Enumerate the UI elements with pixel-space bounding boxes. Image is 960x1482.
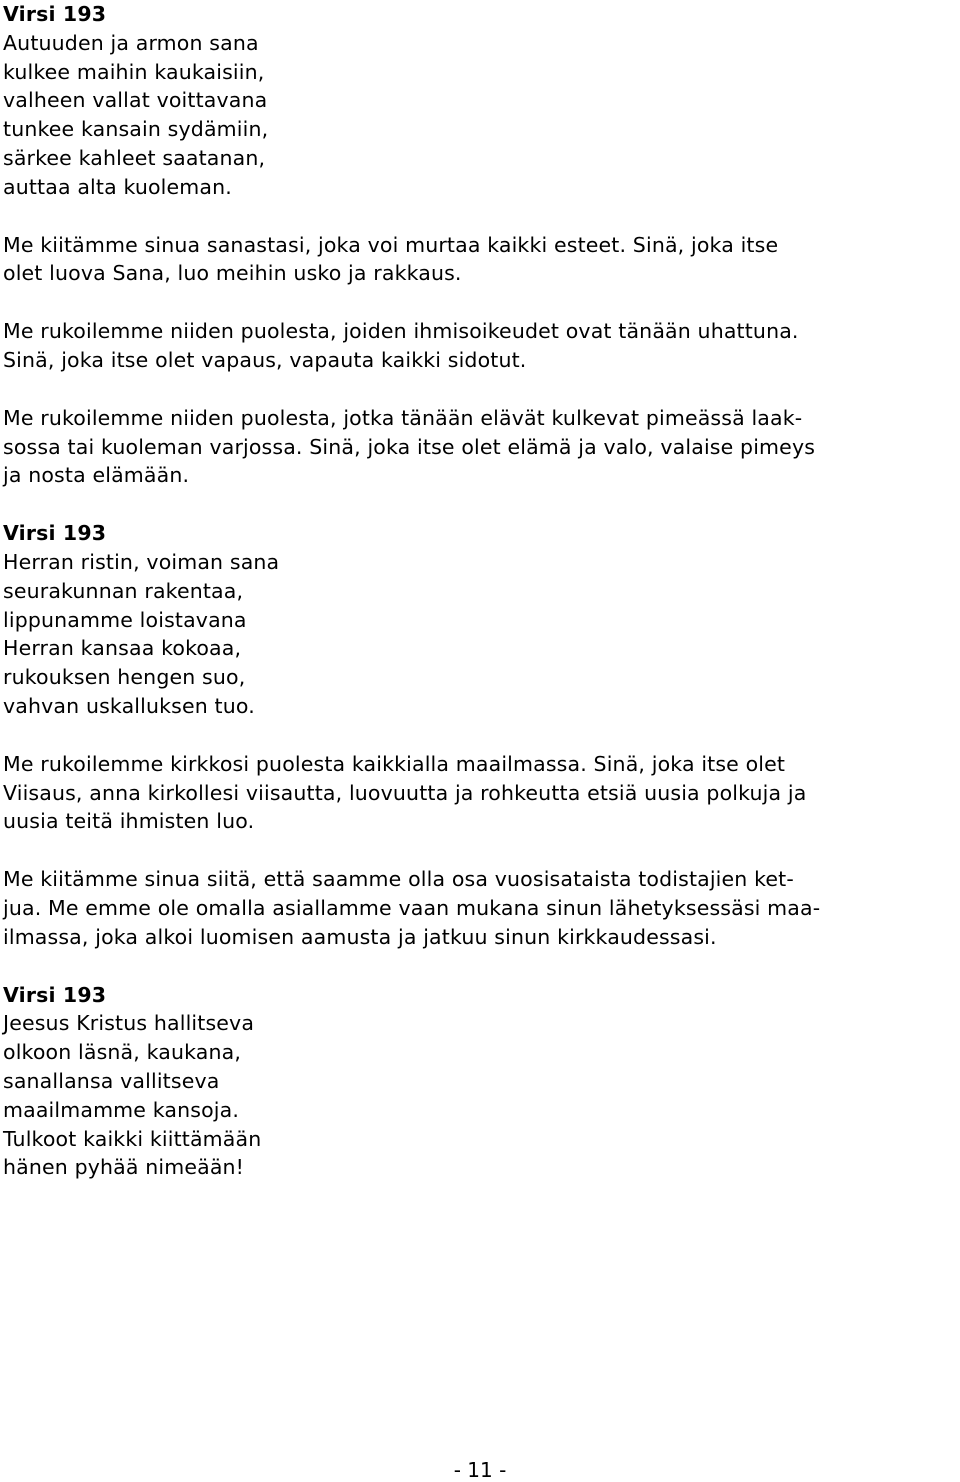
verse-line: särkee kahleet saatanan,	[3, 145, 266, 170]
verse-line: vahvan uskalluksen tuo.	[3, 693, 255, 718]
hymn-heading: Virsi 193	[3, 521, 107, 546]
verse-line: Herran kansaa kokoaa,	[3, 636, 242, 661]
spacer	[3, 721, 958, 750]
spacer	[3, 490, 958, 519]
prayer-line: Me kiitämme sinua sanastasi, joka voi murtaa kaikki esteet. Sinä, joka itse	[3, 232, 779, 257]
prayer-paragraph	[3, 404, 958, 490]
verse-line: rukouksen hengen suo,	[3, 665, 246, 690]
verse-line: valheen vallat voittavana	[3, 88, 268, 113]
verse-line: seurakunnan rakentaa,	[3, 578, 244, 603]
spacer	[3, 288, 958, 317]
prayer-paragraph	[3, 750, 958, 836]
hymn-verse	[3, 29, 958, 202]
prayer-line: uusia teitä ihmisten luo.	[3, 809, 255, 834]
spacer	[3, 375, 958, 404]
prayer-paragraph	[3, 865, 958, 951]
spacer	[3, 952, 958, 981]
prayer-line: Me kiitämme sinua siitä, että saamme olla osa vuosisataista todistajien ket-	[3, 867, 794, 892]
document-page	[3, 0, 958, 1182]
section-hymn-3	[3, 981, 958, 1183]
verse-line: Tulkoot kaikki kiittämään	[3, 1126, 262, 1151]
verse-line: Herran ristin, voiman sana	[3, 549, 280, 574]
prayer-line: Viisaus, anna kirkollesi viisautta, luovuutta ja rohkeutta etsiä uusia polkuja ja	[3, 780, 807, 805]
verse-line: tunkee kansain sydämiin,	[3, 117, 269, 142]
verse-line: lippunamme loistavana	[3, 607, 247, 632]
hymn-heading: Virsi 193	[3, 982, 107, 1007]
verse-line: hänen pyhää nimeään!	[3, 1155, 245, 1180]
prayer-line: olet luova Sana, luo meihin usko ja rakkaus.	[3, 261, 462, 286]
verse-line: Jeesus Kristus hallitseva	[3, 1011, 255, 1036]
prayer-line: Sinä, joka itse olet vapaus, vapauta kaikki sidotut.	[3, 347, 527, 372]
verse-line: sanallansa vallitseva	[3, 1068, 220, 1093]
prayer-paragraph	[3, 317, 958, 375]
hymn-verse	[3, 548, 958, 721]
prayer-line: Me rukoilemme niiden puolesta, joiden ihmisoikeudet ovat tänään uhattuna.	[3, 319, 799, 344]
page-number: - 11 -	[453, 1458, 507, 1482]
prayer-line: ilmassa, joka alkoi luomisen aamusta ja jatkuu sinun kirkkaudessasi.	[3, 924, 717, 949]
verse-line: Autuuden ja armon sana	[3, 30, 259, 55]
spacer	[3, 202, 958, 231]
hymn-verse	[3, 1009, 958, 1182]
prayer-paragraph	[3, 231, 958, 289]
spacer	[3, 836, 958, 865]
verse-line: maailmamme kansoja.	[3, 1097, 239, 1122]
verse-line: kulkee maihin kaukaisiin,	[3, 59, 265, 84]
section-hymn-2	[3, 519, 958, 951]
prayer-line: Me rukoilemme niiden puolesta, jotka tänään elävät kulkevat pimeässä laak-	[3, 405, 803, 430]
hymn-heading: Virsi 193	[3, 2, 107, 26]
verse-line: auttaa alta kuoleman.	[3, 174, 232, 199]
prayer-line: jua. Me emme ole omalla asiallamme vaan mukana sinun lähetyksessäsi maa-	[3, 895, 821, 920]
section-hymn-1	[3, 0, 958, 490]
prayer-line: ja nosta elämään.	[3, 463, 190, 488]
prayer-line: sossa tai kuoleman varjossa. Sinä, joka itse olet elämä ja valo, valaise pimeys	[3, 434, 816, 459]
prayer-line: Me rukoilemme kirkkosi puolesta kaikkialla maailmassa. Sinä, joka itse olet	[3, 751, 786, 776]
verse-line: olkoon läsnä, kaukana,	[3, 1040, 242, 1065]
